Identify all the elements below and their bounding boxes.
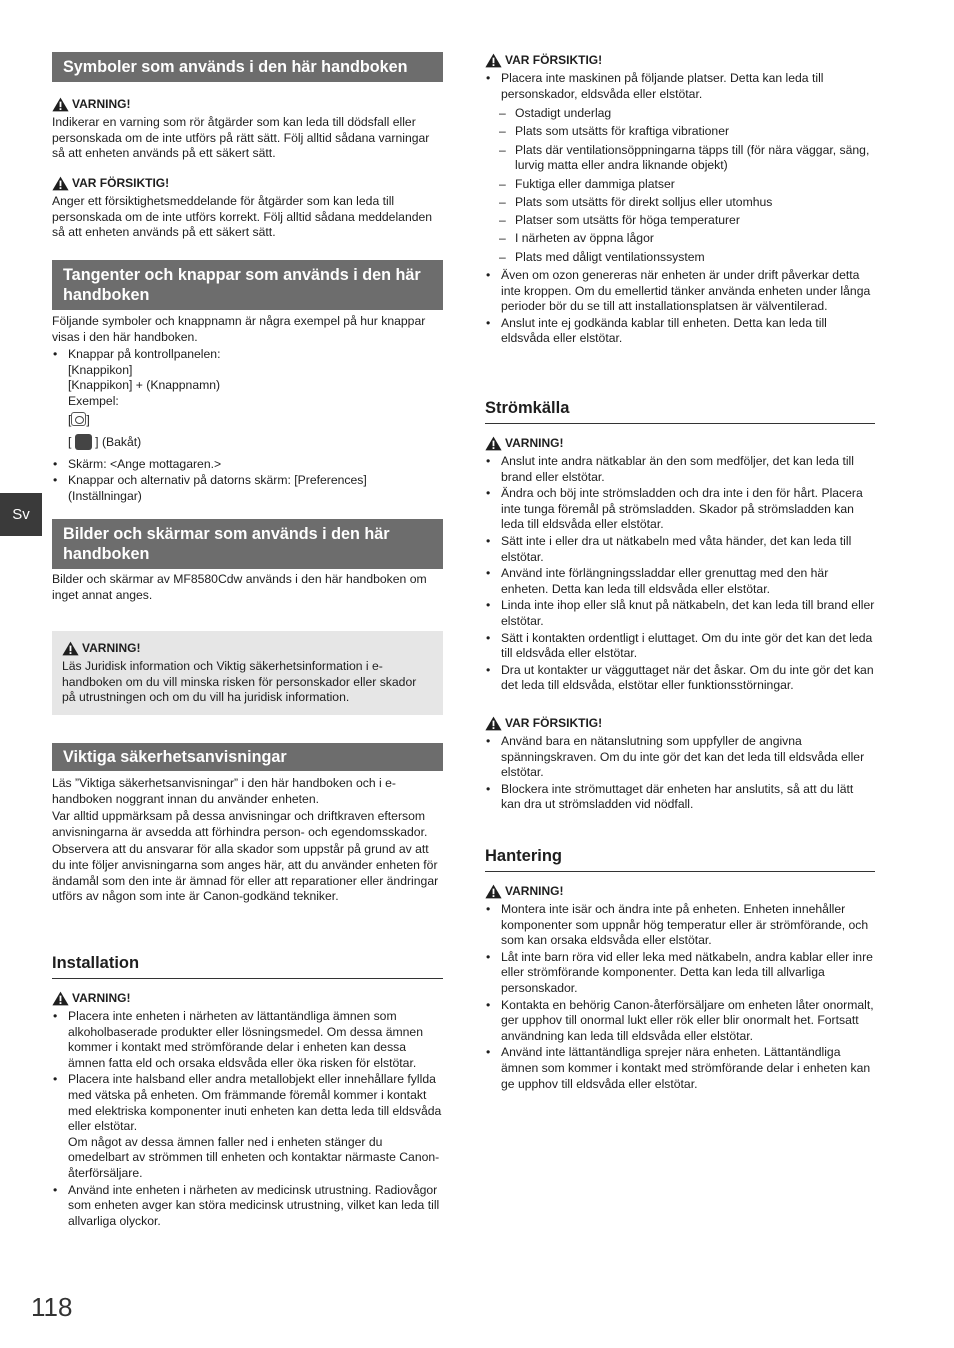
keys-content bbox=[52, 314, 443, 506]
keys-intro: Följande symboler och knappnamn är några exempel på hur knappar visas i den här handboken. bbox=[52, 314, 426, 344]
list-item: • Sätt i kontakten ordentligt i eluttaget. Om du inte gör det kan det leda till eldsvåda eller elstötar. bbox=[485, 631, 875, 662]
warning-icon bbox=[62, 641, 79, 656]
list-item: • Ändra och böj inte strömsladden och dra inte i den för hårt. Placera inte tunga föremål på strömsladden. Skador på strömsladden kan leda till eldsvåda eller elstötar. bbox=[485, 486, 875, 533]
warning-icon bbox=[485, 53, 502, 68]
warning-icon bbox=[485, 716, 502, 731]
section-title-power: Strömkälla bbox=[485, 398, 875, 424]
images-text: Bilder och skärmar av MF8580Cdw används i den här handboken om inget annat anges. bbox=[52, 572, 427, 602]
section-title-keys: Tangenter och knappar som används i den här handboken bbox=[52, 260, 443, 310]
warning-text: Indikerar en varning som rör åtgärder som kan leda till dödsfall eller personskada om de inte utförs på rätt sätt. Följ alltid sådana varningar så att enheten används på ett säkert sätt. bbox=[52, 115, 430, 161]
warning-icon bbox=[485, 436, 502, 451]
dash-item: – Platser som utsätts för höga temperaturer bbox=[485, 213, 875, 229]
list-item: • Anslut inte andra nätkablar än den som medföljer, det kan leda till brand eller elstötar. bbox=[485, 454, 875, 485]
power-caution: VAR FÖRSIKTIG! • Använd bara en nätanslutning som uppfyller de angivna spänningskraven. Om du inte gör det kan det leda till eldsvåda eller elstötar. • Blockera inte strömuttaget där enheten har anslutits, så att du lätt kan dra ut strömsladden vid nödfall. bbox=[485, 715, 875, 814]
legal-note-box bbox=[52, 631, 443, 715]
list-item: • Använd inte förlängningssladdar eller grenuttag med den här enheten. Detta kan leda till eldsvåda eller elstötar. bbox=[485, 566, 875, 597]
list-item: • Knappar på kontrollpanelen: [Knappikon] [Knappikon] + (Knappnamn) Exempel: [ ] [ ] (Bakåt) bbox=[52, 347, 443, 451]
list-item: • Placera inte maskinen på följande platser. Detta kan leda till personskador, eldsvåda eller elstötar. bbox=[485, 71, 875, 102]
safety-content: Läs ”Viktiga säkerhetsanvisningar” i den här handboken och i e-handboken noggrant innan du använder enheten. Var alltid uppmärksam på dessa anvisningar och driftkraven eftersom anvisningarna är avsedda att förhindra person- och egendomsskador. Observera att du ansvarar för alla skador som uppstår på grund av att du inte följer anvisningarna som anges här, att du använder enheten för ändamål som den inte är ämnad för eller att reparationer eller ändringar utförs av någon som inte är Canon-godkänd tekniker. bbox=[52, 776, 439, 904]
placement-caution: VAR FÖRSIKTIG! • Placera inte maskinen på följande platser. Detta kan leda till personskador, eldsvåda eller elstötar. – Ostadigt underlag – Plats som utsätts för kraftiga vibrationer – Plats där ventilationsöppningarna täpps till (för nära väggar, säng, lurvig matta eller andra liknande objekt) – Fuktiga eller dammiga platser – Plats som utsätts för direkt solljus eller utomhus – Platser som utsätts för höga temperaturer – I närheten av öppna lågor – Plats med dåligt ventilationssystem • Även om ozon genereras när enheten är under drift påverkar detta inte kroppen. Om du emellertid tänker använda enheten under långa perioder bör du se till att installationsplatsen är välventilerad. • Anslut inte ej godkända kablar till enheten. Detta kan leda till eldsvåda eller elstötar. bbox=[485, 52, 875, 348]
section-title-handling: Hantering bbox=[485, 846, 875, 872]
dash-item: – Fuktiga eller dammiga platser bbox=[485, 177, 875, 193]
list-item: • Placera inte enheten i närheten av lättantändliga ämnen som alkoholbaserade produkter eller lösningsmedel. Om dessa ämnen kommer i kontakt med strömförande delar i enheten kan dessa ämnen fatta eld och orsaka eldsvåda eller öka risken för elstötar. bbox=[52, 1009, 443, 1071]
list-item: • Blockera inte strömuttaget där enheten har anslutits, så att du lätt kan dra ut strömsladden vid nödfall. bbox=[485, 782, 875, 813]
symbols-caution bbox=[52, 175, 443, 241]
list-item: • Placera inte halsband eller andra metallobjekt eller innehållare fyllda med vätska på enheten. Om främmande föremål kommer i kontakt med elektriska komponenter inuti enheten kan detta leda till eldsvåda eller elstötar. Om något av dessa ämnen faller ned i enheten stänger du omedelbart av strömmen till enheten och kontaktar närmaste Canon-återförsäljare. bbox=[52, 1072, 443, 1181]
list-item: • Använd bara en nätanslutning som uppfyller de angivna spänningskraven. Om du inte gör det kan det leda till eldsvåda eller elstötar. bbox=[485, 734, 875, 781]
list-item: • Använd inte lättantändliga sprejer nära enheten. Lättantändliga ämnen som kommer i kontakt med strömförande delar i enheten kan ge upphov till eldsvåda eller elstötar. bbox=[485, 1045, 875, 1092]
list-item: • Skärm: <Ange mottagaren.> bbox=[52, 457, 443, 473]
power-warning: VARNING! • Anslut inte andra nätkablar än den som medföljer, det kan leda till brand eller elstötar. • Ändra och böj inte strömsladden och dra inte i den för hårt. Placera inte tunga föremål på strömsladden. Skador på strömsladden kan leda till eldsvåda eller elstötar. • Sätt inte i eller dra ut nätkabeln med våta händer, det kan leda till elstötar. • Använd inte förlängningssladdar eller grenuttag med den här enheten. Detta kan leda till eldsvåda eller elstötar. • Linda inte ihop eller slå knut på nätkabeln, det kan leda till brand eller elstötar. • Sätt i kontakten ordentligt i eluttaget. Om du inte gör det kan det leda till eldsvåda eller elstötar. • Dra ut kontakter ur vägguttaget när det åskar. Om du inte gör det kan det leda till eldsvåda, elstötar eller funktionsstörningar. bbox=[485, 435, 875, 695]
installation-warning: VARNING! • Placera inte enheten i närheten av lättantändliga ämnen som alkoholbaserade produkter eller lösningsmedel. Om dessa ämnen kommer i kontakt med strömförande delar i enheten kan dessa ämnen fatta eld och orsaka eldsvåda eller öka risken för elstötar. • Placera inte halsband eller andra metallobjekt eller innehållare fyllda med vätska på enheten. Om främmande föremål kommer i kontakt med elektriska komponenter inuti enheten kan detta leda till eldsvåda eller elstötar. Om något av dessa ämnen faller ned i enheten stänger du omedelbart av strömmen till enheten och kontaktar närmaste Canon-återförsäljare. • Använd inte enheten i närheten av medicinsk utrustning. Radiovågor som enheten avger kan störa medicinsk utrustning, vilket kan leda till allvarliga olyckor. bbox=[52, 990, 443, 1230]
page-number: 118 bbox=[31, 1292, 73, 1322]
list-item: • Linda inte ihop eller slå knut på nätkabeln, det kan leda till brand eller elstötar. bbox=[485, 598, 875, 629]
section-title-installation: Installation bbox=[52, 953, 443, 979]
home-key-icon bbox=[71, 412, 86, 426]
warning-icon bbox=[485, 884, 502, 899]
language-tab: Sv bbox=[0, 493, 42, 536]
warning-icon bbox=[52, 97, 69, 112]
section-title-safety: Viktiga säkerhetsanvisningar bbox=[52, 743, 443, 771]
dash-item: – Plats som utsätts för kraftiga vibrationer bbox=[485, 124, 875, 140]
list-item: • Knappar och alternativ på datorns skärm: [Preferences] (Inställningar) bbox=[52, 473, 443, 504]
list-item: • Sätt inte i eller dra ut nätkabeln med våta händer, det kan leda till elstötar. bbox=[485, 534, 875, 565]
section-title-images: Bilder och skärmar som används i den här handboken bbox=[52, 519, 443, 569]
list-item: • Låt inte barn röra vid eller leka med nätkabeln, andra kablar eller inre eller strömförande komponenter. Detta kan leda till allvarliga personskador. bbox=[485, 950, 875, 997]
note-text: Läs Juridisk information och Viktig säkerhetsinformation i e-handboken om du vill minska risken för personskador eller skador på utrustningen och om du vill ha juridisk information. bbox=[62, 659, 417, 705]
dash-item: – Plats där ventilationsöppningarna täpps till (för nära väggar, säng, lurvig matta eller andra liknande objekt) bbox=[485, 143, 875, 174]
list-item: • Kontakta en behörig Canon-återförsäljare om enheten låter onormalt, ger upphov till onormal lukt eller rök eller blir onormalt het. Fortsatt användning kan leda till eldsvåda eller elstötar. bbox=[485, 998, 875, 1045]
caution-text: Anger ett försiktighetsmeddelande för åtgärder som kan leda till personskada om de inte utförs korrekt. Följ alltid sådana meddelanden så att enheten används på ett säkert sätt. bbox=[52, 194, 433, 240]
note-label: VARNING! bbox=[82, 641, 141, 655]
handling-warning: VARNING! • Montera inte isär och ändra inte på enheten. Enheten innehåller komponenter som uppnår hög temperatur eller är strömförande, och som kan orsaka eldsvåda eller elstötar. • Låt inte barn röra vid eller leka med nätkabeln, andra kablar eller inre eller strömförande komponenter. Detta kan leda till allvarliga personskador. • Kontakta en behörig Canon-återförsäljare om enheten låter onormalt, ger upphov till onormal lukt eller rök eller blir onormalt het. Fortsatt användning kan leda till eldsvåda eller elstötar. • Använd inte lättantändliga sprejer nära enheten. Lättantändliga ämnen som kommer i kontakt med strömförande delar i enheten kan ge upphov till eldsvåda eller elstötar. bbox=[485, 883, 875, 1093]
back-key-icon bbox=[75, 434, 92, 450]
list-item: • Även om ozon genereras när enheten är under drift påverkar detta inte kroppen. Om du emellertid tänker använda enheten under långa perioder bör du se till att installationsplatsen är välventilerad. bbox=[485, 268, 875, 315]
list-item: • Anslut inte ej godkända kablar till enheten. Detta kan leda till eldsvåda eller elstötar. bbox=[485, 316, 875, 347]
warning-label: VARNING! bbox=[72, 97, 131, 111]
dash-item: – Plats som utsätts för direkt solljus eller utomhus bbox=[485, 195, 875, 211]
list-item: • Dra ut kontakter ur vägguttaget när det åskar. Om du inte gör det kan det leda till eldsvåda, elstötar eller funktionsstörningar. bbox=[485, 663, 875, 694]
dash-item: – Ostadigt underlag bbox=[485, 106, 875, 122]
dash-item: – Plats med dåligt ventilationssystem bbox=[485, 250, 875, 266]
list-item: • Använd inte enheten i närheten av medicinsk utrustning. Radiovågor som enheten avger kan störa medicinsk utrustning, vilket kan leda till allvarliga olyckor. bbox=[52, 1183, 443, 1230]
warning-icon bbox=[52, 991, 69, 1006]
warning-icon bbox=[52, 176, 69, 191]
section-title-symbols: Symboler som används i den här handboken bbox=[52, 52, 443, 82]
dash-item: – I närheten av öppna lågor bbox=[485, 231, 875, 247]
caution-label: VAR FÖRSIKTIG! bbox=[72, 176, 170, 190]
list-item: • Montera inte isär och ändra inte på enheten. Enheten innehåller komponenter som uppnår hög temperatur eller är strömförande, och som kan orsaka eldsvåda eller elstötar. bbox=[485, 902, 875, 949]
symbols-warning bbox=[52, 96, 443, 162]
